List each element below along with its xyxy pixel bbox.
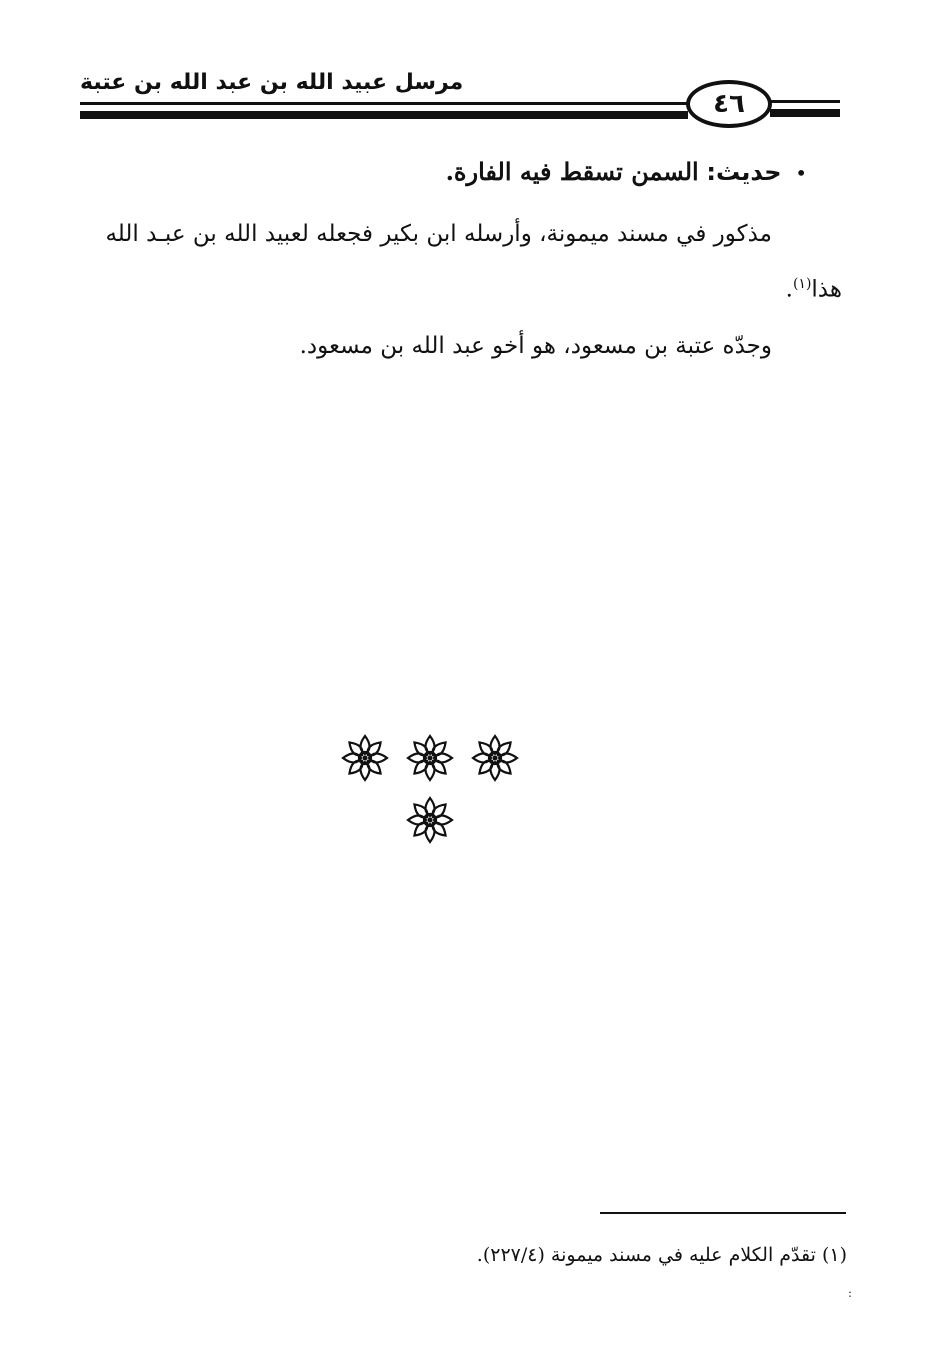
paragraph-1-line-1: مذكور في مسند ميمونة، وأرسله ابن بكير فجعله لعبيد الله بن عبـد الله (105, 221, 772, 247)
footnote-separator (600, 1212, 846, 1214)
ornament-row-2 (400, 795, 460, 847)
header-rule-thick (80, 111, 688, 119)
flower-ornament-icon (470, 733, 520, 783)
hadith-heading (207, 152, 807, 193)
running-title: مرسل عبيد الله بن عبد الله بن عتبة (80, 70, 464, 95)
paragraph-2: وجدّه عتبة بن مسعود، هو أخو عبد الله بن مسعود. (299, 333, 772, 359)
header-rule-right-thin (770, 100, 840, 103)
heading-text: السمن تسقط فيه الفارة. (445, 157, 699, 186)
heading-keyword: حديث: (706, 158, 782, 186)
footnote-reference: (١) (792, 276, 812, 292)
bullet: • (795, 161, 807, 185)
header-rule-thin (80, 102, 688, 105)
stray-mark: : (848, 1286, 853, 1300)
page-number: ٤٦ (713, 89, 745, 119)
page-number-oval (686, 80, 772, 128)
paragraph-1-line-2 (542, 264, 842, 310)
paragraph-1-line-2-end: . (785, 276, 793, 303)
header-rule-right-thick (770, 109, 840, 117)
ornament-row-1 (340, 733, 520, 785)
flower-ornament-icon (340, 733, 390, 783)
paragraph-1-line-2-text: هذا (811, 276, 842, 303)
footnote-1: (١) تقدّم الكلام عليه في مسند ميمونة (٢٢٧/٤). (476, 1244, 847, 1266)
flower-ornament-icon (405, 795, 455, 845)
flower-ornament-icon (405, 733, 455, 783)
